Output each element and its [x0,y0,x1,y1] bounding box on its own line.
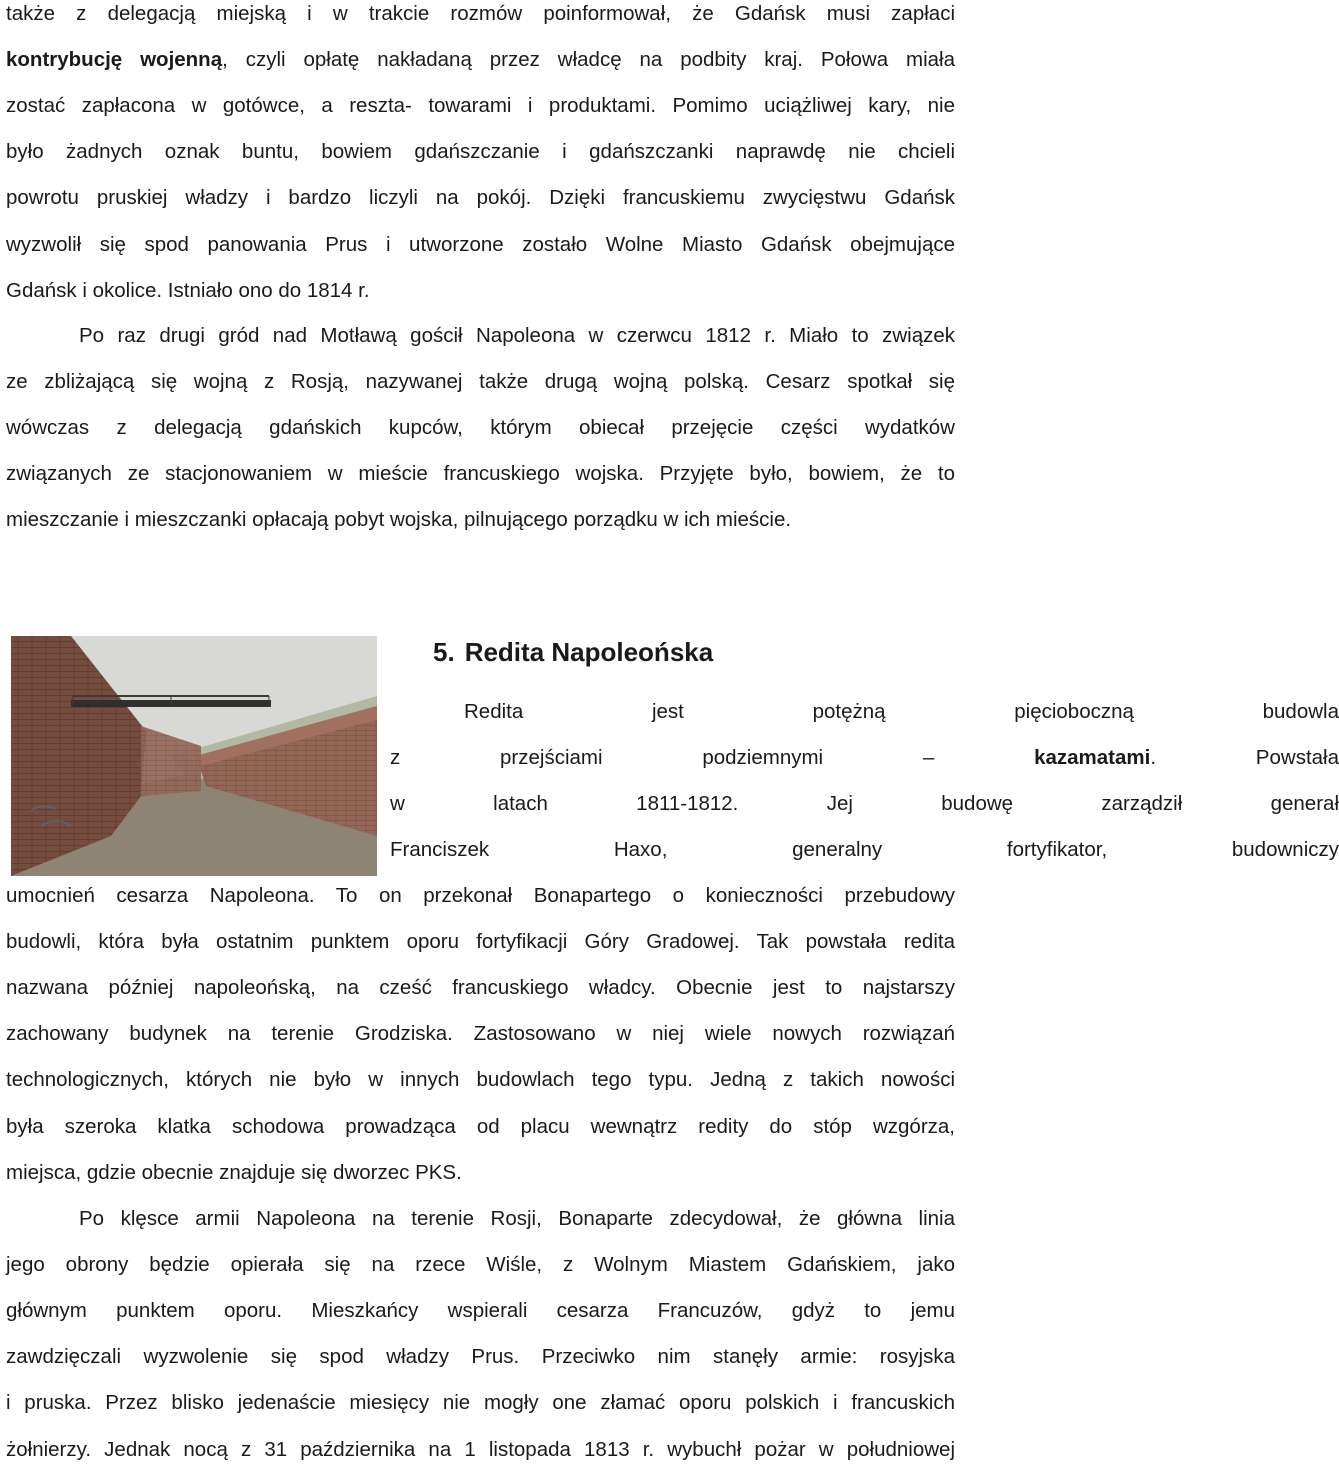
text-run: Redita jest potężną pięcioboczną budowla [464,700,1339,723]
text-line [6,882,955,910]
redita-photo [11,636,377,876]
text-run: głównym punktem oporu. Mieszkańcy wspierali cesarza Francuzów, gdyż to jemu [6,1299,955,1323]
text-line [6,974,955,1002]
text-run: budowli, która była ostatnim punktem oporu fortyfikacji Góry Gradowej. Tak powstała redita [6,930,955,954]
text-run: umocnień cesarza Napoleona. To on przekonał Bonapartego o konieczności przebudowy [6,884,955,907]
text-line [6,231,955,259]
text-line [79,1205,955,1233]
text-line [390,744,1339,772]
text-line [6,1436,955,1464]
text-run: zostać zapłacona w gotówce, a reszta- towarami i produktami. Pomimo uciążliwej kary, nie [6,94,955,118]
text-line [6,1159,955,1187]
text-run: Po raz drugi gród nad Motławą gościł Napoleona w czerwcu 1812 r. Miało to związek [79,324,955,347]
text-run: mieszczanie i mieszczanki opłacają pobyt wojska, pilnującego porządku w ich mieście. [6,508,792,532]
bold-term: kontrybucję wojenną [6,48,223,72]
text-run: i pruska. Przez blisko jedenaście miesięcy nie mogły one złamać oporu polskich i francuskich [6,1391,955,1415]
text-run: miejsca, gdzie obecnie znajduje się dworzec PKS. [6,1160,462,1184]
text-line [390,790,1339,818]
text-run: zawdzięczali wyzwolenie się spod władzy Prus. Przeciwko nim stanęły armie: rosyjska [6,1345,955,1369]
section-number: 5. [433,637,455,667]
text-line [6,1251,955,1279]
text-line [6,138,955,166]
text-line [6,277,955,305]
text-line [6,184,955,212]
text-run: Franciszek Haxo, generalny fortyfikator, budowniczy [390,838,1339,862]
text-line [6,460,955,488]
text-run: nazwana później napoleońską, na cześć francuskiego władcy. Obecnie jest to najstarszy [6,976,955,1000]
text-line [6,46,955,74]
text-line [79,322,955,350]
text-run: powrotu pruskiej władzy i bardzo liczyli na pokój. Dzięki francuskiemu zwycięstwu Gdańsk [6,186,955,210]
text-line [6,368,955,396]
text-run: związanych ze stacjonowaniem w mieście francuskiego wojska. Przyjęte było, bowiem, że to [6,462,955,486]
text-line [6,1020,955,1048]
text-run: , czyli opłatę nakładaną przez władcę na podbity kraj. Połowa miała [222,48,955,72]
text-line [464,698,1339,726]
text-line [6,1343,955,1371]
text-line [6,1113,955,1141]
text-line [6,0,955,28]
text-line [6,506,955,534]
text-run: była szeroka klatka schodowa prowadząca od placu wewnątrz redity do stóp wzgórza, [6,1114,955,1138]
section-title: Redita Napoleońska [464,637,714,667]
section-heading [433,634,713,670]
text-run: zachowany budynek na terenie Grodziska. Zastosowano w niej wiele nowych rozwiązań [6,1022,955,1046]
text-run: także z delegacją miejską i w trakcie rozmów poinformował, że Gdańsk musi zapłaci [6,2,955,25]
text-run: ze zbliżającą się wojną z Rosją, nazywanej także drugą wojną polską. Cesarz spotkał się [6,370,955,394]
text-line [6,1389,955,1417]
redita-moat-image [11,636,377,876]
text-run: jego obrony będzie opierała się na rzece Wiśle, z Wolnym Miastem Gdańskiem, jako [6,1253,955,1277]
text-line [6,414,955,442]
text-run: wyzwolił się spod panowania Prus i utworzone zostało Wolne Miasto Gdańsk obejmujące [6,232,955,256]
text-run: Po klęsce armii Napoleona na terenie Rosji, Bonaparte zdecydował, że główna linia [79,1207,955,1230]
text-run: z przejściami podziemnymi – [390,746,1035,770]
text-line [6,1297,955,1325]
text-line [6,92,955,120]
text-line [6,1066,955,1094]
text-run: Gdańsk i okolice. Istniało ono do 1814 r. [6,278,370,302]
text-run: . Powstała [1150,746,1339,770]
text-line [390,836,1339,864]
text-run: żołnierzy. Jednak nocą z 31 października na 1 listopada 1813 r. wybuchł pożar w południowej [6,1437,955,1461]
text-run: było żadnych oznak buntu, bowiem gdańszczanie i gdańszczanki naprawdę nie chcieli [6,140,955,164]
text-run: technologicznych, których nie było w innych budowlach tego typu. Jedną z takich nowości [6,1068,955,1092]
text-run: w latach 1811-1812. Jej budowę zarządził generał [390,792,1339,816]
text-run: wówczas z delegacją gdańskich kupców, którym obiecał przejęcie części wydatków [6,416,955,440]
bold-term: kazamatami [1034,746,1151,770]
text-line [6,928,955,956]
